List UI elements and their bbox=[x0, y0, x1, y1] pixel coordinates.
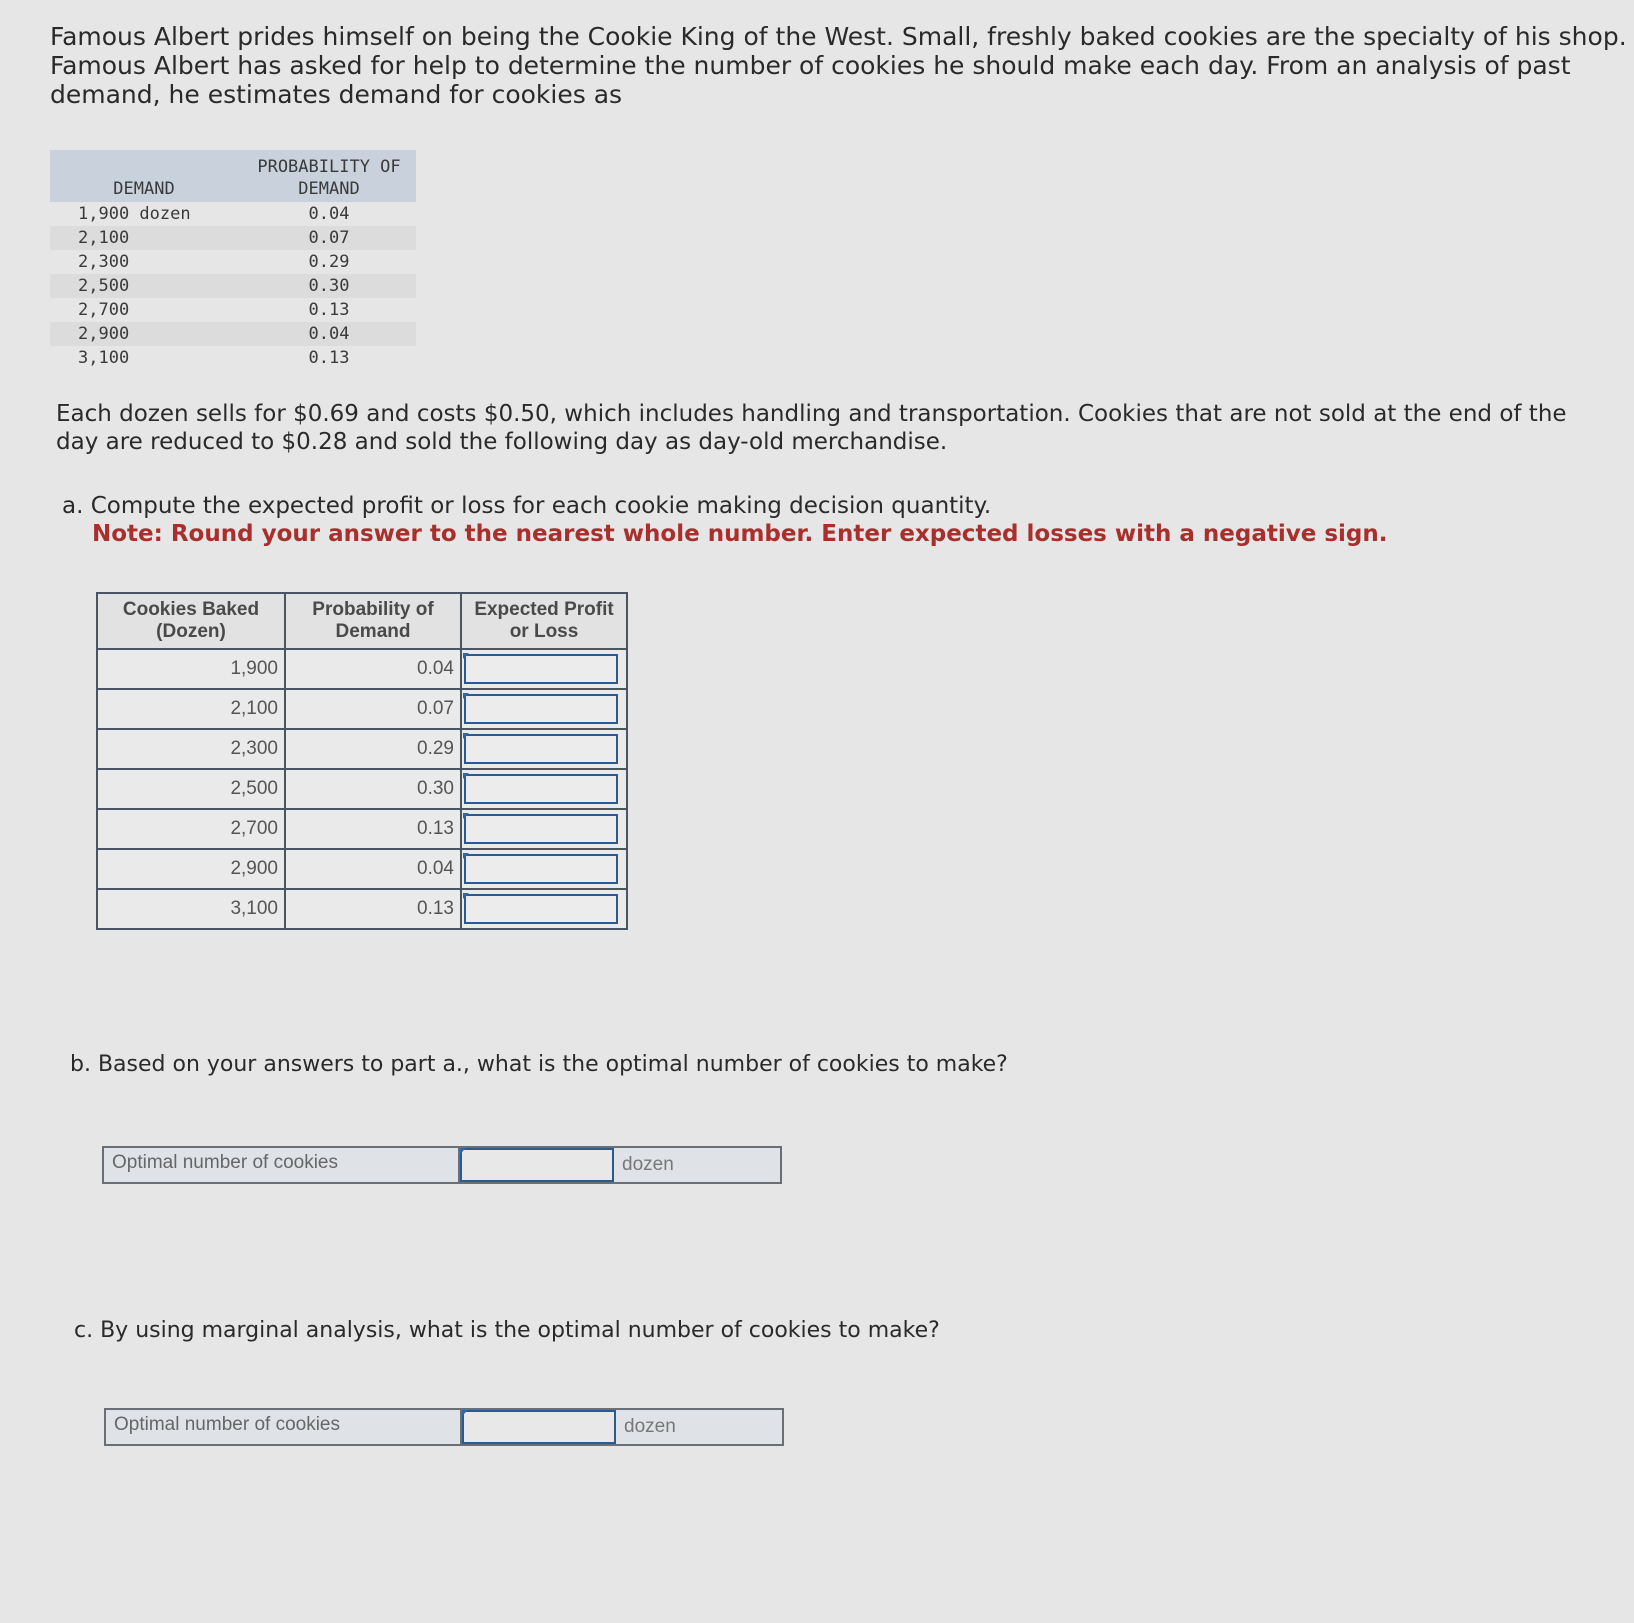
demand-cell: 2,700 bbox=[78, 300, 130, 320]
expected-profit-input[interactable] bbox=[464, 654, 618, 684]
cookies-baked-cell: 2,500 bbox=[97, 769, 285, 809]
expected-profit-header: Expected Profit or Loss bbox=[461, 593, 627, 649]
table-row bbox=[50, 346, 416, 370]
demand-cell: 2,100 bbox=[50, 226, 242, 250]
probability-cell: 0.13 bbox=[308, 300, 350, 320]
expected-profit-input[interactable] bbox=[464, 774, 618, 804]
cookies-baked-header: Cookies Baked (Dozen) bbox=[97, 593, 285, 649]
cookies-baked-cell: 1,900 bbox=[97, 649, 285, 689]
cookies-baked-cell: 2,900 bbox=[97, 849, 285, 889]
part-b-question: b. Based on your answers to part a., what is the optimal number of cookies to make? bbox=[70, 1052, 1008, 1077]
probability-cell: 0.04 bbox=[285, 649, 461, 689]
optimal-cookies-input[interactable] bbox=[460, 1148, 614, 1182]
expected-profit-input[interactable] bbox=[464, 814, 618, 844]
part-a-note: Note: Round your answer to the nearest whole number. Enter expected losses with a negative sign. bbox=[92, 521, 1388, 547]
probability-of-demand-header: Probability of Demand bbox=[285, 593, 461, 649]
table-row bbox=[50, 202, 416, 226]
price-cost-paragraph: Each dozen sells for $0.69 and costs $0.50, which includes handling and transportation. Cookies that are not sold at the end of the day are reduced to $0.28 and sold the following day as day-old merchandise. bbox=[56, 401, 1567, 455]
probability-cell: 0.07 bbox=[285, 689, 461, 729]
unit-label: dozen bbox=[624, 1416, 676, 1437]
cookies-baked-cell: 2,700 bbox=[97, 809, 285, 849]
optimal-cookies-marginal-input[interactable] bbox=[462, 1410, 616, 1444]
table-row bbox=[50, 274, 416, 298]
probability-cell: 0.07 bbox=[242, 226, 416, 250]
probability-cell: 0.04 bbox=[242, 322, 416, 346]
table-row bbox=[97, 849, 627, 889]
table-row bbox=[97, 649, 627, 689]
expected-profit-input[interactable] bbox=[464, 734, 618, 764]
table-row bbox=[50, 322, 416, 346]
probability-cell: 0.04 bbox=[308, 204, 350, 224]
table-row bbox=[97, 809, 627, 849]
probability-cell: 0.13 bbox=[308, 348, 350, 368]
table-row bbox=[50, 226, 416, 250]
part-c-answer-row bbox=[104, 1408, 784, 1446]
table-row bbox=[97, 769, 627, 809]
part-a-question: a. Compute the expected profit or loss for each cookie making decision quantity. bbox=[62, 493, 992, 519]
demand-cell: 2,500 bbox=[50, 274, 242, 298]
cookies-baked-cell: 2,300 bbox=[97, 729, 285, 769]
optimal-cookies-label: Optimal number of cookies bbox=[104, 1148, 460, 1182]
probability-cell: 0.13 bbox=[285, 889, 461, 929]
probability-header: PROBABILITY OF DEMAND bbox=[242, 150, 416, 202]
part-b-answer-row bbox=[102, 1146, 782, 1184]
table-row bbox=[50, 298, 416, 322]
expected-profit-input[interactable] bbox=[464, 694, 618, 724]
expected-profit-input[interactable] bbox=[464, 894, 618, 924]
probability-cell: 0.29 bbox=[285, 729, 461, 769]
demand-probability-table bbox=[50, 150, 416, 370]
demand-cell: 2,900 bbox=[50, 322, 242, 346]
probability-cell: 0.29 bbox=[308, 252, 350, 272]
problem-intro: Famous Albert prides himself on being the Cookie King of the West. Small, freshly baked cookies are the specialty of his shop. Famous Albert has asked for help to determine the number of cookies he should make each day. From an analysis of past demand, he estimates demand for cookies as bbox=[50, 22, 1627, 109]
demand-cell: 2,300 bbox=[78, 252, 130, 272]
cookies-baked-cell: 2,100 bbox=[97, 689, 285, 729]
part-c-question: c. By using marginal analysis, what is the optimal number of cookies to make? bbox=[74, 1318, 940, 1343]
demand-cell: 3,100 bbox=[78, 348, 130, 368]
probability-cell: 0.13 bbox=[285, 809, 461, 849]
expected-profit-input[interactable] bbox=[464, 854, 618, 884]
probability-cell: 0.04 bbox=[285, 849, 461, 889]
table-row bbox=[97, 689, 627, 729]
expected-profit-table bbox=[96, 592, 628, 930]
probability-cell: 0.30 bbox=[285, 769, 461, 809]
table-row bbox=[50, 250, 416, 274]
table-row bbox=[97, 889, 627, 929]
table-row bbox=[97, 729, 627, 769]
optimal-cookies-label: Optimal number of cookies bbox=[106, 1410, 462, 1444]
cookies-baked-cell: 3,100 bbox=[97, 889, 285, 929]
demand-header: DEMAND bbox=[50, 150, 242, 202]
unit-label: dozen bbox=[622, 1154, 674, 1175]
probability-cell: 0.30 bbox=[242, 274, 416, 298]
demand-cell: 1,900 dozen bbox=[78, 204, 191, 224]
